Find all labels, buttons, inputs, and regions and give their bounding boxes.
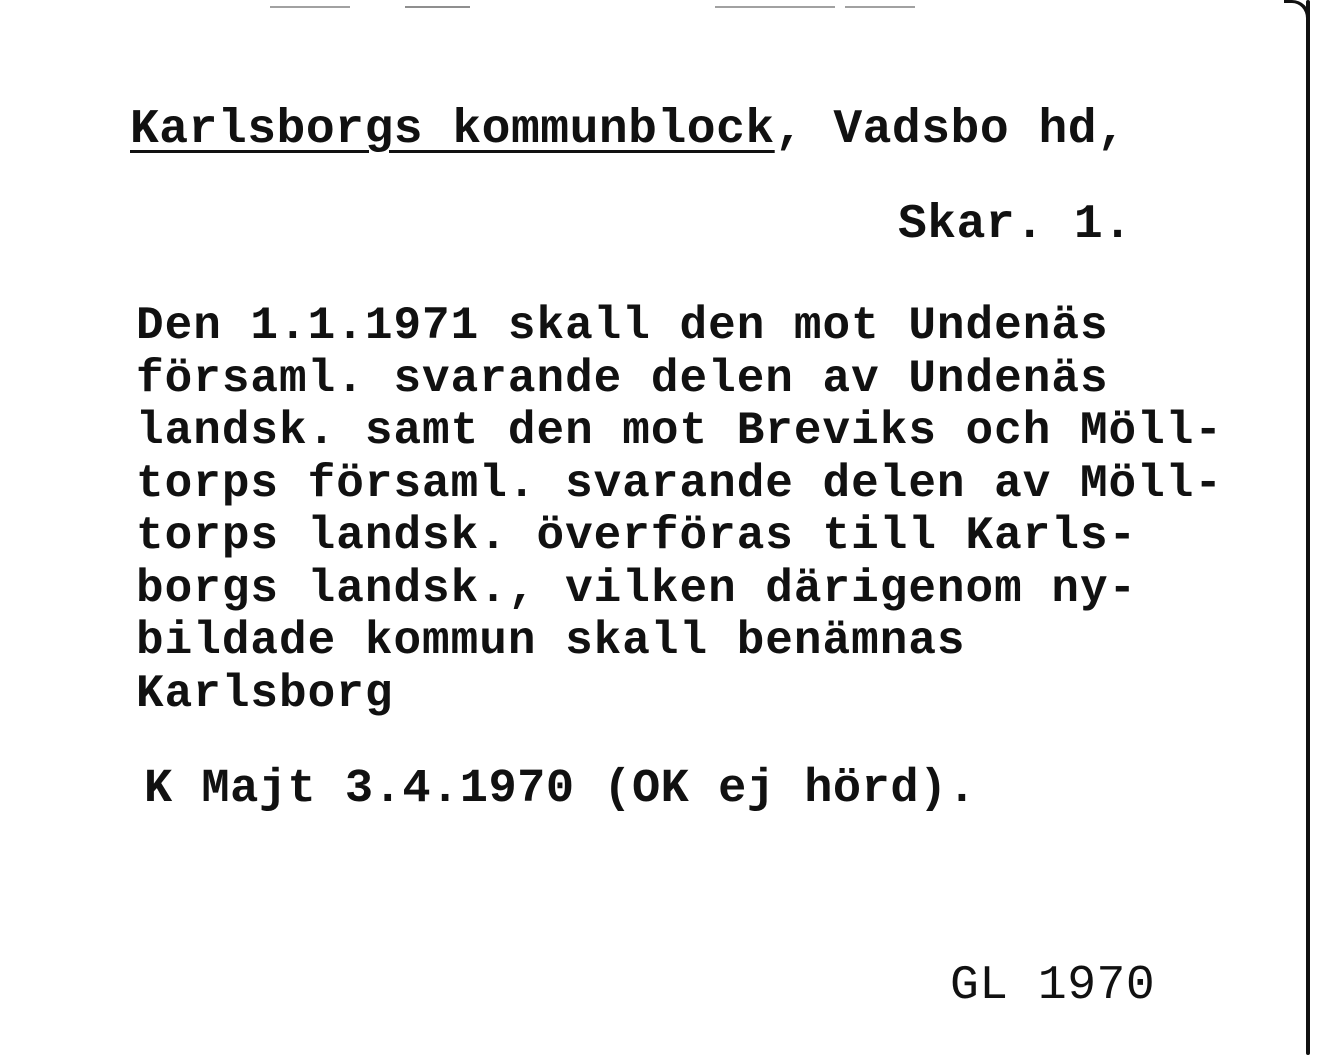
scan-artifacts xyxy=(0,6,1324,16)
body-line: Karlsborg xyxy=(136,667,394,720)
scan-speck xyxy=(845,6,915,8)
body-line: borgs landsk., vilken därigenom ny- xyxy=(136,562,1138,615)
scan-speck xyxy=(405,6,470,8)
body-line: torps landsk. överföras till Karls- xyxy=(136,510,1138,562)
heading-place: Karlsborgs kommunblock xyxy=(130,103,775,157)
scan-speck xyxy=(270,6,350,8)
card-heading xyxy=(130,104,1126,156)
reference-code: Skar. 1. xyxy=(898,198,1133,252)
card-body xyxy=(136,300,1223,720)
body-line: torps församl. svarande delen av Möll- xyxy=(136,457,1223,510)
heading-rest: , Vadsbo hd, xyxy=(774,103,1127,157)
body-line: bildade kommun skall benämnas xyxy=(136,615,966,667)
body-line: församl. svarande delen av Undenäs xyxy=(136,352,1109,405)
signature-code: GL 1970 xyxy=(950,959,1156,1013)
body-line: landsk. samt den mot Breviks och Möll- xyxy=(136,405,1223,457)
body-line: Den 1.1.1971 skall den mot Undenäs xyxy=(136,300,1109,352)
scan-speck xyxy=(715,6,835,8)
card-right-edge xyxy=(1306,0,1310,1055)
decision-line: K Majt 3.4.1970 (OK ej hörd). xyxy=(144,763,977,816)
